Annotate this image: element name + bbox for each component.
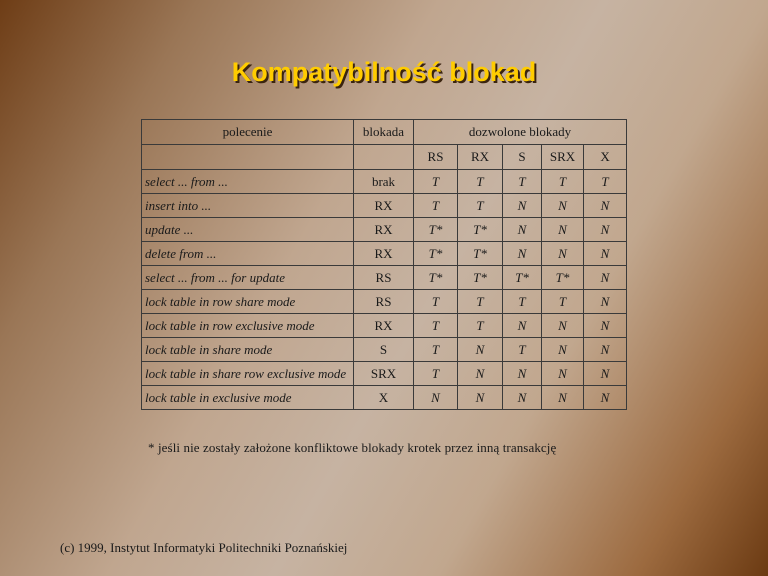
compatibility-cell: N xyxy=(503,218,542,242)
compatibility-cell: N xyxy=(503,314,542,338)
lock-cell: X xyxy=(354,386,414,410)
compatibility-cell: N xyxy=(503,242,542,266)
compatibility-cell: N xyxy=(458,362,503,386)
header-empty-cell xyxy=(354,145,414,170)
compatibility-cell: N xyxy=(542,314,584,338)
lock-cell: S xyxy=(354,338,414,362)
compatibility-cell: N xyxy=(584,314,627,338)
table-row xyxy=(142,242,627,266)
compatibility-cell: N xyxy=(458,386,503,410)
compatibility-cell: N xyxy=(458,338,503,362)
compatibility-cell: T xyxy=(414,314,458,338)
mode-header-rs: RS xyxy=(414,145,458,170)
compatibility-cell: N xyxy=(503,386,542,410)
compatibility-cell: T xyxy=(542,170,584,194)
command-cell: lock table in share row exclusive mode xyxy=(142,362,354,386)
mode-header-row xyxy=(142,145,627,170)
command-cell: insert into ... xyxy=(142,194,354,218)
compatibility-cell: T* xyxy=(458,266,503,290)
table-row xyxy=(142,386,627,410)
table-row xyxy=(142,170,627,194)
command-cell: lock table in exclusive mode xyxy=(142,386,354,410)
lock-cell: RX xyxy=(354,242,414,266)
lock-cell: RS xyxy=(354,266,414,290)
header-lock: blokada xyxy=(354,120,414,145)
compatibility-cell: T xyxy=(458,290,503,314)
compatibility-cell: N xyxy=(584,194,627,218)
table-row xyxy=(142,362,627,386)
compatibility-cell: T* xyxy=(414,218,458,242)
mode-header-s: S xyxy=(503,145,542,170)
slide-title: Kompatybilność blokad xyxy=(231,57,537,87)
compatibility-cell: T* xyxy=(414,242,458,266)
lock-cell: RS xyxy=(354,290,414,314)
compatibility-cell: N xyxy=(542,362,584,386)
compatibility-cell: T xyxy=(414,362,458,386)
compatibility-cell: T* xyxy=(503,266,542,290)
compatibility-cell: N xyxy=(584,290,627,314)
lock-cell: brak xyxy=(354,170,414,194)
compatibility-cell: N xyxy=(542,338,584,362)
lock-cell: RX xyxy=(354,194,414,218)
header-allowed-locks: dozwolone blokady xyxy=(414,120,627,145)
compatibility-cell: N xyxy=(584,338,627,362)
table-row xyxy=(142,194,627,218)
compatibility-cell: N xyxy=(503,362,542,386)
table-row xyxy=(142,218,627,242)
footnote: * jeśli nie zostały założone konfliktowe blokady krotek przez inną transakcję xyxy=(148,440,557,455)
lock-cell: SRX xyxy=(354,362,414,386)
compatibility-cell: T xyxy=(458,170,503,194)
compatibility-cell: T* xyxy=(458,218,503,242)
compatibility-cell: T* xyxy=(542,266,584,290)
compatibility-cell: T* xyxy=(458,242,503,266)
copyright: (c) 1999, Instytut Informatyki Politechniki Poznańskiej xyxy=(60,540,348,555)
command-cell: select ... from ... for update xyxy=(142,266,354,290)
compatibility-cell: N xyxy=(542,194,584,218)
compatibility-cell: N xyxy=(542,218,584,242)
compatibility-cell: T xyxy=(503,338,542,362)
compatibility-cell: T xyxy=(503,290,542,314)
table-row xyxy=(142,314,627,338)
compatibility-cell: T xyxy=(414,290,458,314)
compatibility-cell: T* xyxy=(414,266,458,290)
table-row xyxy=(142,266,627,290)
header-command: polecenie xyxy=(142,120,354,145)
compatibility-cell: T xyxy=(542,290,584,314)
compatibility-cell: T xyxy=(584,170,627,194)
compatibility-cell: N xyxy=(584,242,627,266)
header-empty-cell xyxy=(142,145,354,170)
command-cell: delete from ... xyxy=(142,242,354,266)
mode-header-srx: SRX xyxy=(542,145,584,170)
compatibility-cell: N xyxy=(584,386,627,410)
header-row xyxy=(142,120,627,145)
table-row xyxy=(142,338,627,362)
compatibility-cell: N xyxy=(584,266,627,290)
compatibility-cell: T xyxy=(414,338,458,362)
compatibility-cell: N xyxy=(584,218,627,242)
command-cell: select ... from ... xyxy=(142,170,354,194)
compatibility-cell: N xyxy=(503,194,542,218)
lock-cell: RX xyxy=(354,218,414,242)
command-cell: lock table in share mode xyxy=(142,338,354,362)
mode-header-rx: RX xyxy=(458,145,503,170)
command-cell: update ... xyxy=(142,218,354,242)
command-cell: lock table in row share mode xyxy=(142,290,354,314)
compatibility-cell: N xyxy=(542,386,584,410)
table-row xyxy=(142,290,627,314)
lock-compatibility-table xyxy=(141,119,627,410)
compatibility-cell: N xyxy=(542,242,584,266)
compatibility-cell: T xyxy=(414,170,458,194)
mode-header-x: X xyxy=(584,145,627,170)
compatibility-cell: N xyxy=(584,362,627,386)
command-cell: lock table in row exclusive mode xyxy=(142,314,354,338)
compatibility-cell: N xyxy=(414,386,458,410)
compatibility-cell: T xyxy=(458,314,503,338)
compatibility-cell: T xyxy=(458,194,503,218)
compatibility-cell: T xyxy=(503,170,542,194)
lock-cell: RX xyxy=(354,314,414,338)
compatibility-cell: T xyxy=(414,194,458,218)
